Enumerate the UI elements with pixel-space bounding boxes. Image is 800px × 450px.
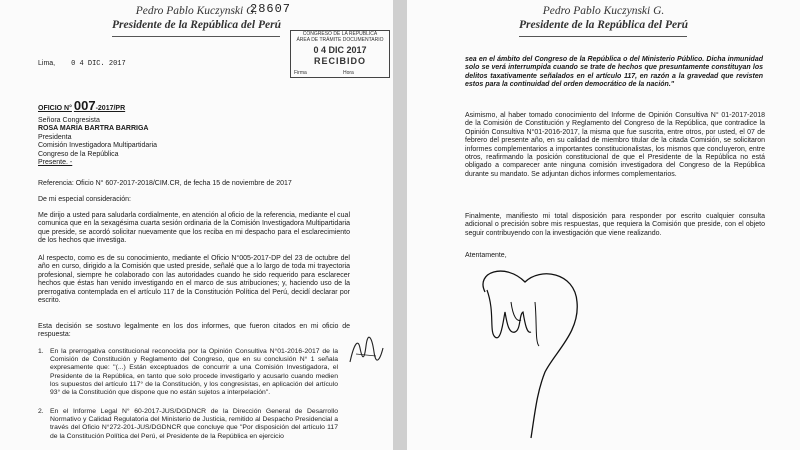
addressee-line: Señora Congresista <box>38 117 100 124</box>
list-item-1 <box>38 348 338 397</box>
letterhead-name: Pedro Pablo Kuczynski G. <box>542 5 665 17</box>
paragraph-3: Esta decisión se sostuvo legalmente en los dos informes, que fueron citados en mi oficio de respuesta: <box>38 323 350 339</box>
letter-page-1 <box>0 0 393 450</box>
letterhead-rule <box>519 36 687 37</box>
closing: Atentamente, <box>465 252 507 259</box>
paragraph-1: Me dirijo a usted para saludarla cordialmente, en atención al oficio de la referencia, mediante el cual comunica que en la sexagésima cuarta sesión ordinaria de la Comisión Investigadora Multipartidaria que preside, se acordó solicitar nuevamente que los reciba en mi despacho para el esclarecimiento de los hechos que investiga. <box>38 212 350 245</box>
letter-page-2 <box>407 0 800 450</box>
place-date <box>38 60 126 68</box>
signature <box>465 262 615 442</box>
list-number: 1. <box>38 348 44 355</box>
letterhead-name: Pedro Pablo Kuczynski G. <box>135 5 258 17</box>
oficio-prefix: OFICIO N° <box>38 105 72 112</box>
stamp-firma: Firma <box>294 70 307 76</box>
list-number: 2. <box>38 408 44 415</box>
letterhead <box>407 4 800 32</box>
list-text: En la prerrogativa constitucional reconocida por la Opinión Consultiva N°01-2016-2017 de la Comisión de Constitución y Reglamento del Congreso, que en su conclusión N° 1 señala expresamente que: "(...) Están exceptuados de concurrir a una Comisión Investigadora, el Presidente de la República, en tanto que solo procede investigarlo y acusarlo cuando medien los supuestos del artículo 117° de la Constitución, y los congresistas, en aplicación del artículo 93° de la Constitución que dispone que no están sujetos a interpelación". <box>50 348 338 397</box>
place: Lima, <box>38 60 56 67</box>
stamp-line-2: ÁREA DE TRÁMITE DOCUMENTARIO <box>296 37 384 43</box>
margin-initials <box>346 334 386 366</box>
oficio-num: 007 <box>73 98 96 113</box>
letterhead-rule <box>112 36 280 37</box>
letterhead-title: Presidente de la República del Perú <box>519 19 688 31</box>
addressee-line: Presidenta <box>38 133 72 141</box>
oficio-number <box>38 98 125 113</box>
paragraph-2: Al respecto, como es de su conocimiento, mediante el Oficio N°005-2017-DP del 23 de octubre del año en curso, dirigido a la Comisión que usted preside, señalé que a lo largo de toda mi trayectoria profesional, siempre he colaborado con las autoridades cuando he sido requerido para esclarecer hechos que éstas han venido investigando en el marco de sus atribuciones; y, haciendo uso de la prerrogativa contemplada en el artículo 117 de la Constitución Política del Perú, decidí declarar por escrito. <box>38 255 350 305</box>
letterhead-title: Presidente de la República del Perú <box>112 19 281 31</box>
addressee-line: ROSA MARIA BARTRA BARRIGA <box>38 125 149 133</box>
stamp-date: 0 4 DIC 2017 <box>313 45 367 55</box>
registry-number: 28607 <box>250 2 292 16</box>
quote-continuation: sea en el ámbito del Congreso de la República o del Ministerio Público. Dicha inmunidad solo se verá interrumpida cuando se trate de hechos que presuntamente constituyan los delitos taxativamente señalados en el artículo 117, en razón a la gravedad que revisten estos para la continuidad del orden democrático de la nación." <box>465 56 763 89</box>
reference-line: Referencia: Oficio N° 607-2017-2018/CIM.CR, de fecha 15 de noviembre de 2017 <box>38 180 292 187</box>
list-item-2 <box>38 408 338 441</box>
stamp-line-1: CONGRESO DE LA REPÚBLICA <box>302 31 378 37</box>
page-gutter <box>393 0 407 450</box>
paragraph-5: Finalmente, manifiesto mi total disposición para responder por escrito cualquier consulta adicional o precisión sobre mis respuestas, que requiera la Comisión que preside, con el objeto seguir contribuyendo con la investigación que viene realizando. <box>465 213 765 237</box>
reception-stamp <box>290 30 390 78</box>
stamp-hora: Hora <box>343 70 354 76</box>
paragraph-4: Asimismo, al haber tomado conocimiento del Informe de Opinión Consultiva N° 01-2017-2018 de la Comisión de Constitución y Reglamento del Congreso de la República, que contradice la Opinión Consultiva N°01-2016-2017, la misma que fue suscrita, entre otros, por usted, el 07 de febrero del presente año, en su calidad de miembro titular de la citada Comisión, se solicitaron informes complementarios a importantes constitucionalistas, los mismos que concluyeron, entre otros, reafirmando la posición constitucional de que el Presidente de la República no está obligado a comparecer ante ninguna comisión investigadora del Congreso de la República durante su mandato. Se adjuntan dichos informes complementarios. <box>465 112 765 178</box>
addressee-line: Congreso de la República <box>38 150 119 158</box>
list-text: En el Informe Legal N° 60-2017-JUS/DGDNCR de la Dirección General de Desarrollo Normativo y Calidad Regulatoria del Ministerio de Justicia, remitido al Despacho Presidencial a través del Oficio N°272-201-JUS/DGDNCR que concluye que "Por disposición del artículo 117 de la Constitución Política del Perú, el Presidente de la República en ejercicio <box>50 408 338 440</box>
addressee-line: Comisión Investigadora Multipartidaria <box>38 142 158 150</box>
addressee-line: Presente. - <box>38 159 73 167</box>
date: 0 4 DIC. 2017 <box>71 60 126 68</box>
letterhead <box>0 4 393 32</box>
addressee-block <box>38 117 157 167</box>
oficio-suffix: -2017/PR <box>95 105 126 112</box>
salutation: De mi especial consideración: <box>38 196 131 203</box>
stamp-received: RECIBIDO <box>313 56 366 66</box>
